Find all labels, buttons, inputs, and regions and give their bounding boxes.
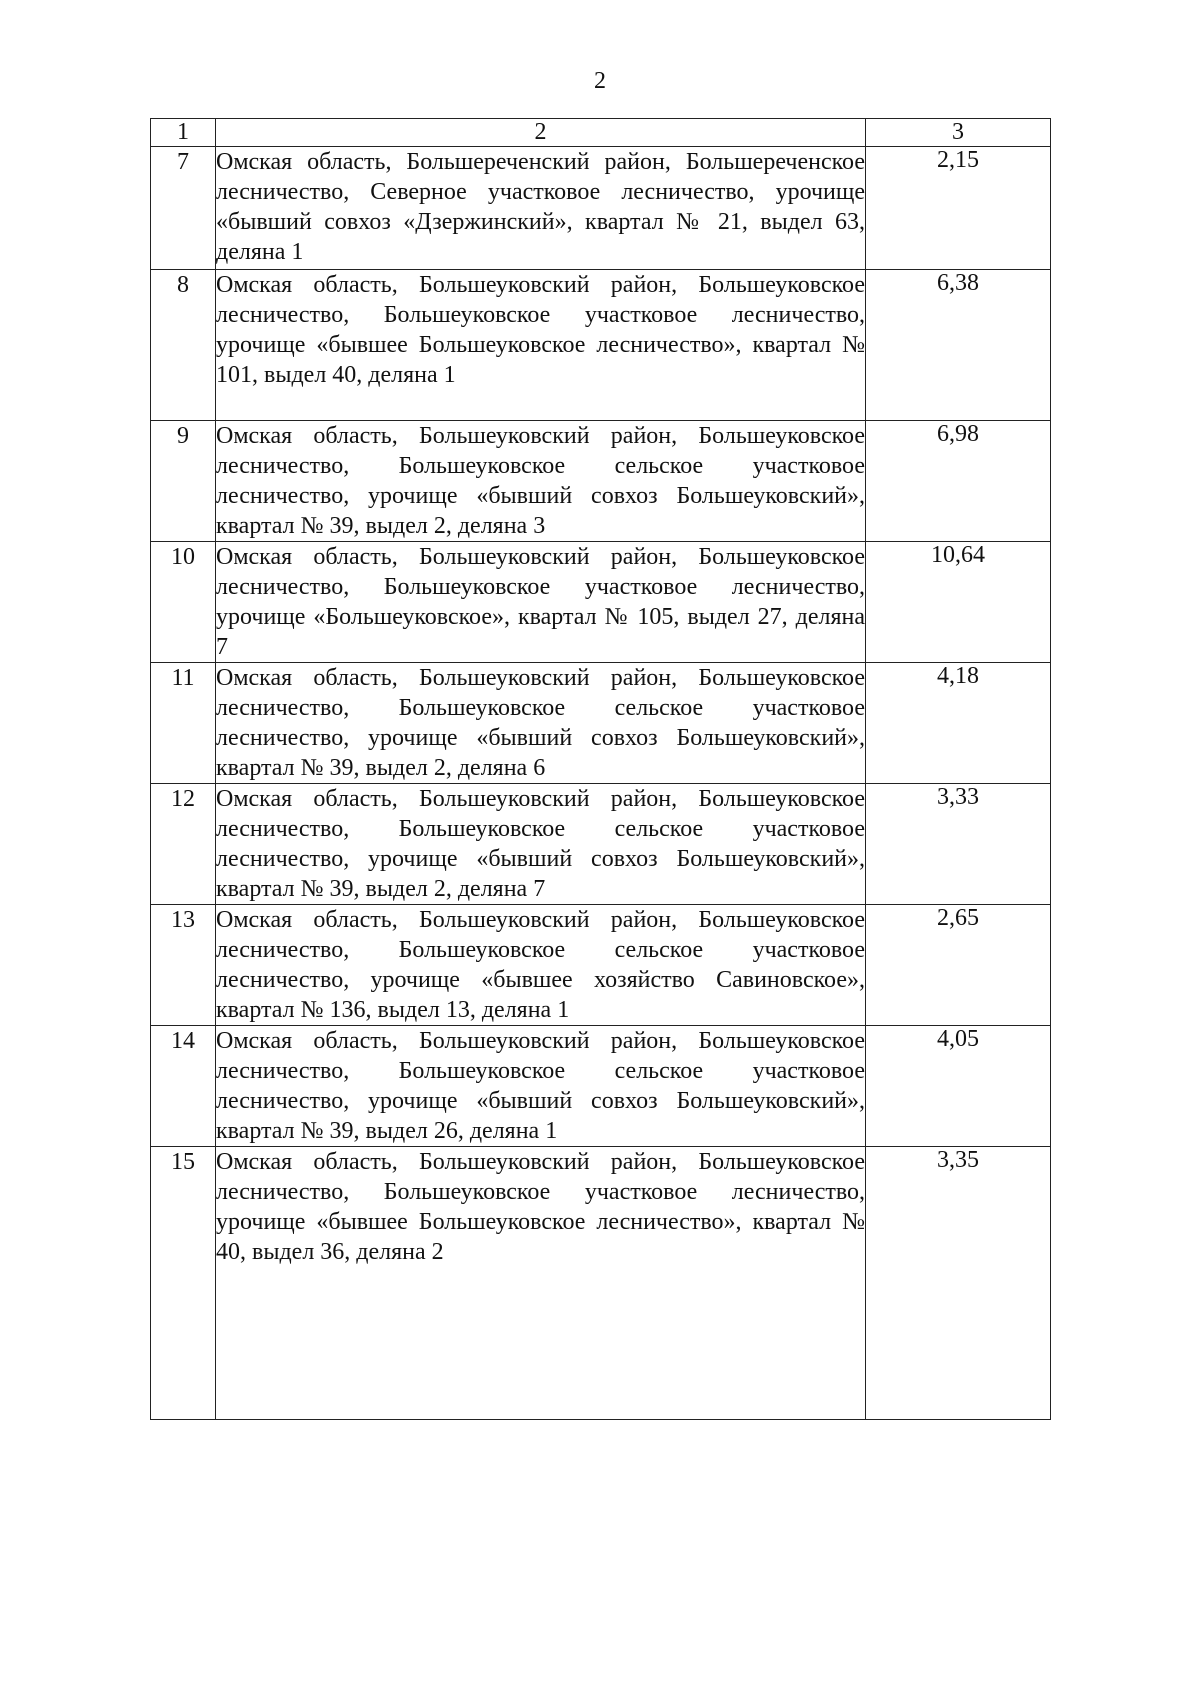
row-number: 11 xyxy=(151,663,216,784)
row-area: 6,38 xyxy=(866,270,1051,421)
table-row xyxy=(151,663,1051,784)
table-row xyxy=(151,421,1051,542)
row-area: 2,15 xyxy=(866,147,1051,270)
row-location: Омская область, Большеуковский район, Большеуковское лесничество, Большеуковское участковое лесничество, урочище «бывшее Большеуковское лесничество», квартал № 40, выдел 36, деляна 2 xyxy=(216,1147,866,1420)
row-number: 12 xyxy=(151,784,216,905)
plots-table xyxy=(150,118,1051,1420)
table-row xyxy=(151,542,1051,663)
table-header-row xyxy=(151,119,1051,147)
column-header-3: 3 xyxy=(866,119,1051,147)
column-header-1: 1 xyxy=(151,119,216,147)
table-row xyxy=(151,147,1051,270)
row-area: 3,33 xyxy=(866,784,1051,905)
row-location: Омская область, Большеуковский район, Большеуковское лесничество, Большеуковское сельское участковое лесничество, урочище «бывший совхоз Большеуковский», квартал № 39, выдел 26, деляна 1 xyxy=(216,1026,866,1147)
row-area: 2,65 xyxy=(866,905,1051,1026)
row-number: 8 xyxy=(151,270,216,421)
row-location: Омская область, Большеуковский район, Большеуковское лесничество, Большеуковское сельское участковое лесничество, урочище «бывшее хозяйство Савиновское», квартал № 136, выдел 13, деляна 1 xyxy=(216,905,866,1026)
row-location: Омская область, Большеуковский район, Большеуковское лесничество, Большеуковское участковое лесничество, урочище «бывшее Большеуковское лесничество», квартал № 101, выдел 40, деляна 1 xyxy=(216,270,866,421)
row-location: Омская область, Большеуковский район, Большеуковское лесничество, Большеуковское сельское участковое лесничество, урочище «бывший совхоз Большеуковский», квартал № 39, выдел 2, деляна 7 xyxy=(216,784,866,905)
row-area: 4,05 xyxy=(866,1026,1051,1147)
row-location: Омская область, Большереченский район, Большереченское лесничество, Северное участковое лесничество, урочище «бывший совхоз «Дзержинский», квартал № 21, выдел 63, деляна 1 xyxy=(216,147,866,270)
table-row xyxy=(151,905,1051,1026)
table-row xyxy=(151,270,1051,421)
row-area: 6,98 xyxy=(866,421,1051,542)
page-number: 2 xyxy=(594,68,606,94)
row-area: 10,64 xyxy=(866,542,1051,663)
row-number: 15 xyxy=(151,1147,216,1420)
row-number: 7 xyxy=(151,147,216,270)
row-location: Омская область, Большеуковский район, Большеуковское лесничество, Большеуковское участковое лесничество, урочище «Большеуковское», квартал № 105, выдел 27, деляна 7 xyxy=(216,542,866,663)
row-number: 14 xyxy=(151,1026,216,1147)
column-header-2: 2 xyxy=(216,119,866,147)
row-location: Омская область, Большеуковский район, Большеуковское лесничество, Большеуковское сельское участковое лесничество, урочище «бывший совхоз Большеуковский», квартал № 39, выдел 2, деляна 3 xyxy=(216,421,866,542)
table-row xyxy=(151,1147,1051,1420)
row-area: 4,18 xyxy=(866,663,1051,784)
row-location: Омская область, Большеуковский район, Большеуковское лесничество, Большеуковское сельское участковое лесничество, урочище «бывший совхоз Большеуковский», квартал № 39, выдел 2, деляна 6 xyxy=(216,663,866,784)
table-row xyxy=(151,784,1051,905)
table-row xyxy=(151,1026,1051,1147)
row-number: 9 xyxy=(151,421,216,542)
row-number: 13 xyxy=(151,905,216,1026)
row-number: 10 xyxy=(151,542,216,663)
row-area: 3,35 xyxy=(866,1147,1051,1420)
